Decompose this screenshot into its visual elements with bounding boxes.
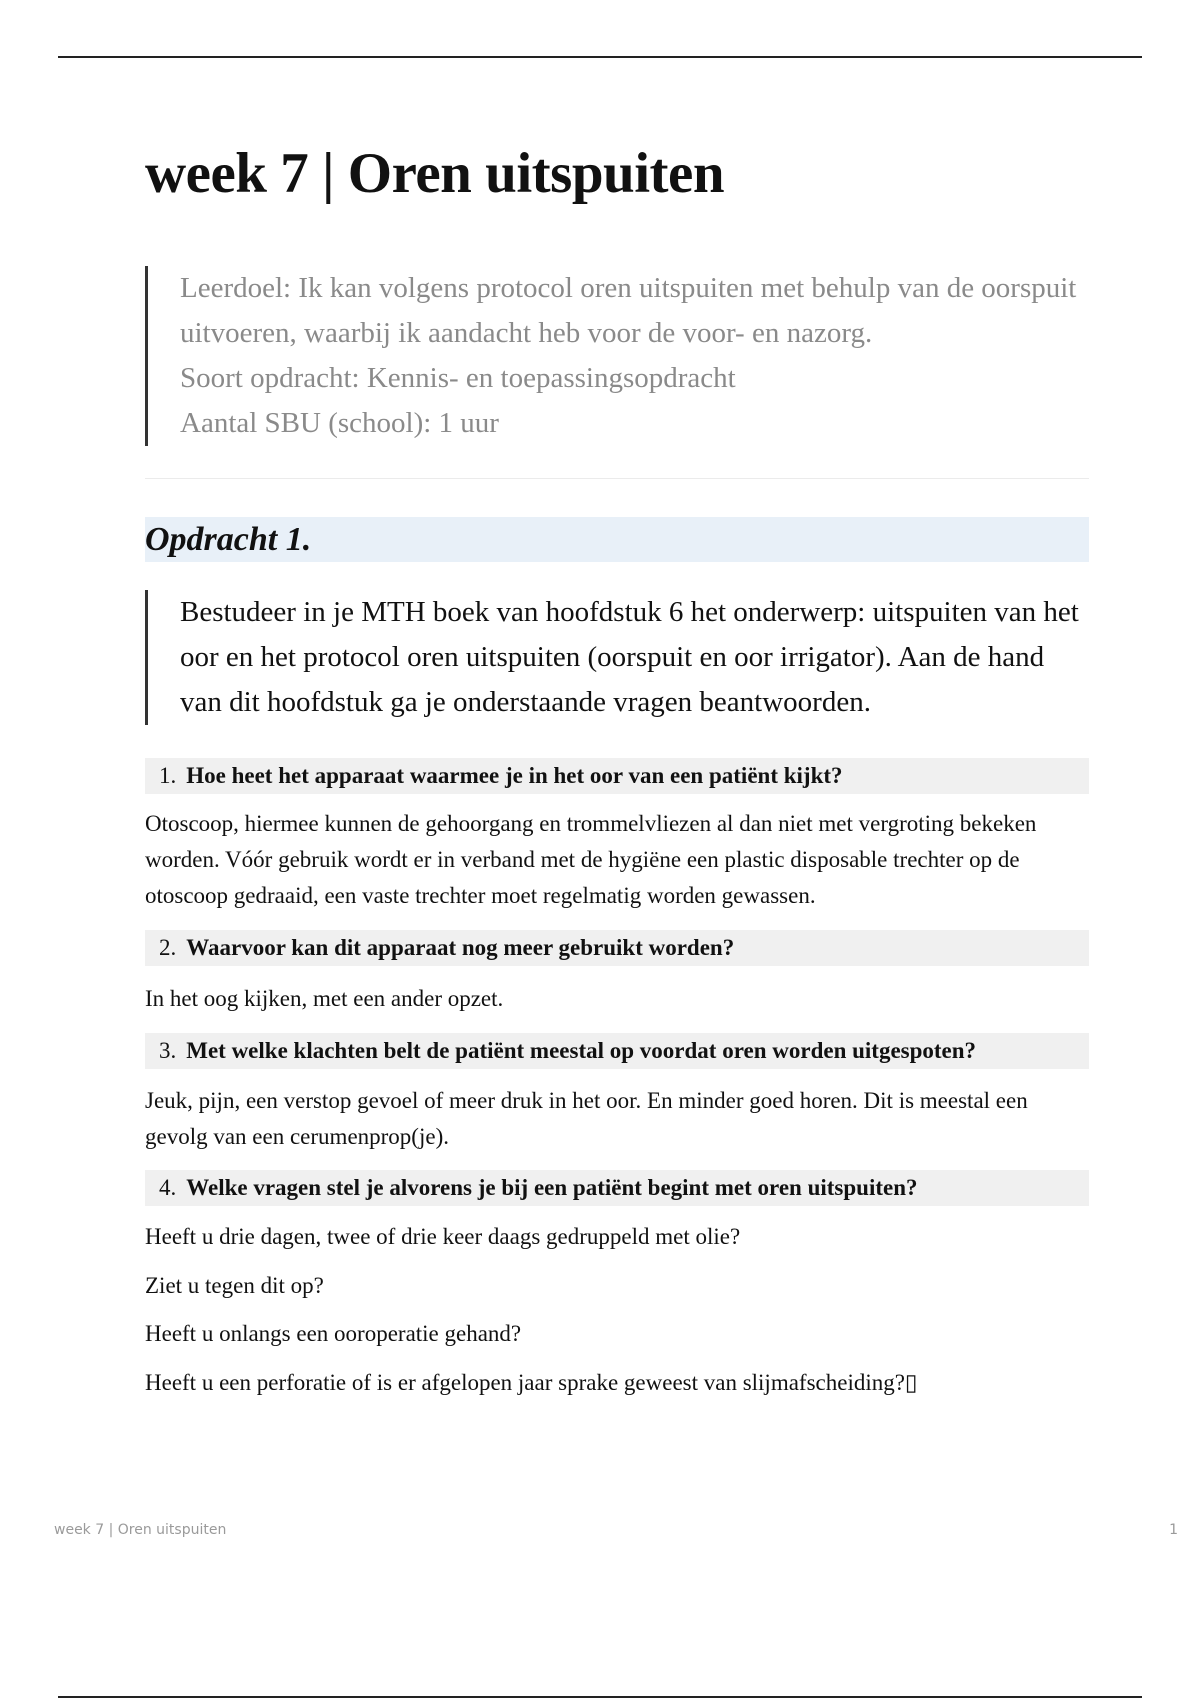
top-rule xyxy=(58,56,1142,58)
footer-title: week 7 | Oren uitspuiten xyxy=(54,1522,227,1538)
question-number: 3. xyxy=(159,1038,177,1063)
answer-4-line-2: Ziet u tegen dit op? xyxy=(145,1273,324,1298)
answer-4-line-3: Heeft u onlangs een ooroperatie gehand? xyxy=(145,1321,522,1346)
page-title: week 7 | Oren uitspuiten xyxy=(145,142,725,205)
sbu-text: Aantal SBU (school): 1 uur xyxy=(180,407,499,439)
question-1 xyxy=(145,758,1089,794)
opdracht-heading: Opdracht 1. xyxy=(145,517,1089,562)
answer-2: In het oog kijken, met een ander opzet. xyxy=(145,986,504,1011)
bottom-rule xyxy=(58,1696,1142,1698)
instruction-blockquote: Bestudeer in je MTH boek van hoofdstuk 6 het onderwerp: uitspuiten van het oor en het protocol oren uitspuiten (oorspuit en oor irrigator). Aan de hand van dit hoofdstuk ga je onderstaande vragen beantwoorden. xyxy=(145,590,1089,725)
question-4 xyxy=(145,1170,1089,1206)
page-number: 1 xyxy=(1169,1522,1178,1538)
question-text: Hoe heet het apparaat waarmee je in het oor van een patiënt kijkt? xyxy=(186,763,843,788)
question-text: Met welke klachten belt de patiënt meestal op voordat oren worden uitgespoten? xyxy=(186,1038,977,1063)
question-number: 2. xyxy=(159,935,177,960)
answer-1: Otoscoop, hiermee kunnen de gehoorgang en trommelvliezen al dan niet met vergroting bekeken worden. Vóór gebruik wordt er in verband met de hygiëne een plastic disposable trechter op de otoscoop gedraaid, een vaste trechter moet regelmatig worden gewassen. xyxy=(145,811,1037,908)
question-3 xyxy=(145,1033,1089,1069)
question-number: 4. xyxy=(159,1175,177,1200)
question-number: 1. xyxy=(159,763,177,788)
section-divider xyxy=(145,478,1089,479)
question-text: Welke vragen stel je alvorens je bij een patiënt begint met oren uitspuiten? xyxy=(186,1175,918,1200)
question-text: Waarvoor kan dit apparaat nog meer gebruikt worden? xyxy=(186,935,735,960)
answer-3: Jeuk, pijn, een verstop gevoel of meer druk in het oor. En minder goed horen. Dit is meestal een gevolg van een cerumenprop(je). xyxy=(145,1088,1028,1149)
soort-opdracht-text: Soort opdracht: Kennis- en toepassingsopdracht xyxy=(180,362,736,394)
leerdoel-text: Leerdoel: Ik kan volgens protocol oren uitspuiten met behulp van de oorspuit uitvoeren, waarbij ik aandacht heb voor de voor- en nazorg. xyxy=(180,272,1077,349)
intro-blockquote xyxy=(145,266,1089,446)
answer-4-line-1: Heeft u drie dagen, twee of drie keer daags gedruppeld met olie? xyxy=(145,1224,741,1249)
question-2 xyxy=(145,930,1089,966)
answer-4-line-4: Heeft u een perforatie of is er afgelopen jaar sprake geweest van slijmafscheiding?▯ xyxy=(145,1370,918,1395)
